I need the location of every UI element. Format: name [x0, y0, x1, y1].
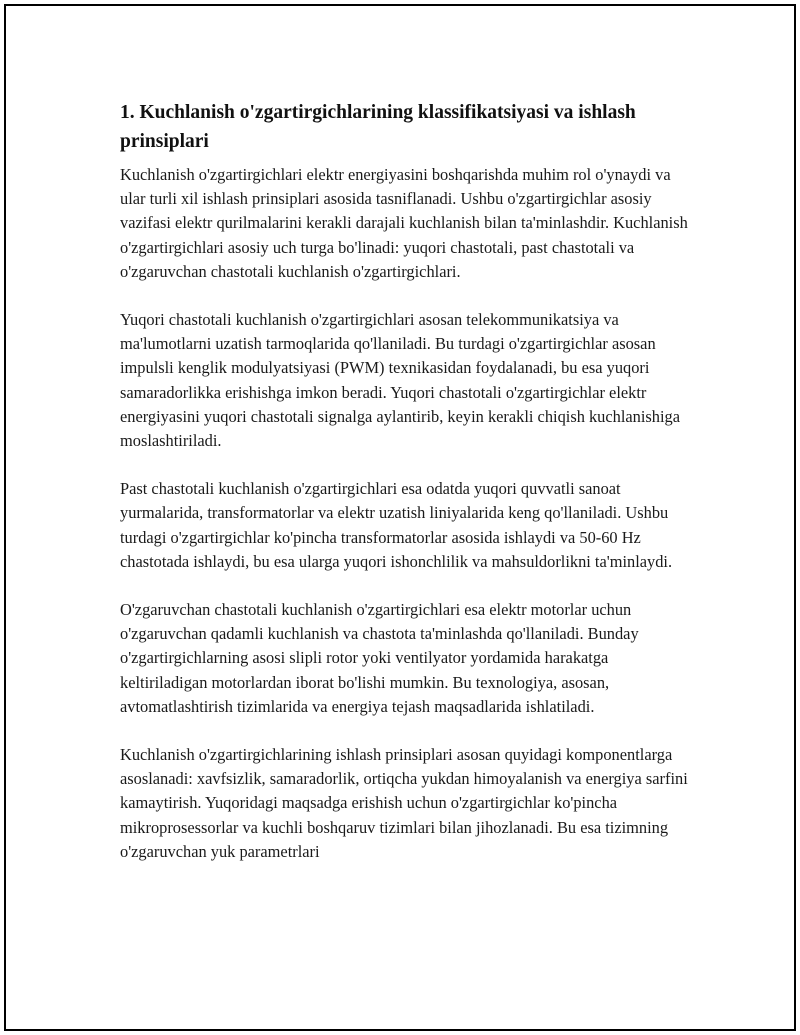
paragraph-variable-frequency: O'zgaruvchan chastotali kuchlanish o'zgartirgichlari esa elektr motorlar uchun o'zgaruvchan qadamli kuchlanish va chastota ta'minlashda qo'llaniladi. Bunday o'zgartirgichlarning asosi slipli rotor yoki ventilyator yordamida harakatga keltiriladigan motorlardan iborat bo'lishi mumkin. Bu texnologiya, asosan, avtomatlashtirish tizimlarida va energiya tejash maqsadlarida ishlatiladi.: [120, 600, 639, 716]
paragraph-operating-principles: Kuchlanish o'zgartirgichlarining ishlash prinsiplari asosan quyidagi komponentlarga asoslanadi: xavfsizlik, samaradorlik, ortiqcha yukdan himoyalanish va energiya sarfini kamaytirish. Yuqoridagi maqsadga erishish uchun o'zgartirgichlar ko'pincha mikroprosessorlar va kuchli boshqaruv tizimlari bilan jihozlanadi. Bu esa tizimning o'zgaruvchan yuk parametrlari: [120, 745, 688, 861]
paragraph-intro: Kuchlanish o'zgartirgichlari elektr energiyasini boshqarishda muhim rol o'ynaydi va ular turli xil ishlash prinsiplari asosida tasniflanadi. Ushbu o'zgartirgichlar asosiy vazifasi elektr qurilmalarini kerakli darajali kuchlanish bilan ta'minlashdir. Kuchlanish o'zgartirgichlari asosiy uch turga bo'linadi: yuqori chastotali, past chastotali va o'zgaruvchan chastotali kuchlanish o'zgartirgichlari.: [120, 165, 688, 281]
document-page: [4, 4, 796, 1031]
document-content: [120, 98, 695, 888]
section-heading: 1. Kuchlanish o'zgartirgichlarining klassifikatsiyasi va ishlash prinsiplari: [120, 102, 636, 152]
paragraph-high-frequency: Yuqori chastotali kuchlanish o'zgartirgichlari asosan telekommunikatsiya va ma'lumotlarni uzatish tarmoqlarida qo'llaniladi. Bu turdagi o'zgartirgichlar asosan impulsli kenglik modulyatsiyasi (PWM) texnikasidan foydalanadi, bu esa yuqori samaradorlikka erishishga imkon beradi. Yuqori chastotali o'zgartirgichlar elektr energiyasini yuqori chastotali signalga aylantirib, keyin kerakli chiqish kuchlanishiga moslashtiriladi.: [120, 310, 681, 451]
paragraph-low-frequency: Past chastotali kuchlanish o'zgartirgichlari esa odatda yuqori quvvatli sanoat yurmalarida, transformatorlar va elektr uzatish liniyalarida keng qo'llaniladi. Ushbu turdagi o'zgartirgichlar ko'pincha transformatorlar asosida ishlaydi va 50-60 Hz chastotada ishlaydi, bu esa ularga yuqori ishonchlilik va mahsuldorlikni ta'minlaydi.: [120, 479, 673, 571]
